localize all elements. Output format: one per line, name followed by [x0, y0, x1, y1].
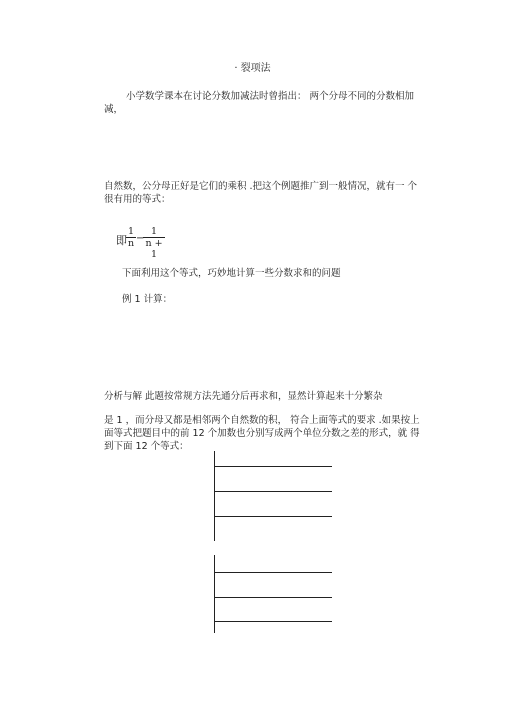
fraction-one-over-n-plus-1: [143, 226, 165, 260]
grid-horizontal-rule: [214, 516, 332, 517]
body-line-2: 面等式把题目中的前 12 个加数也分别写成两个单位分数之差的形式，就 得: [104, 428, 420, 439]
body-line-3: 到下面 12 个等式：: [104, 441, 189, 452]
formula-minus: −: [136, 233, 145, 244]
intro-line-2: 减，: [104, 104, 124, 115]
fraction-denominator: n: [128, 238, 135, 249]
fraction-numerator: 1: [150, 226, 158, 237]
natural-number-line-2: 很有用的等式：: [104, 194, 171, 205]
example-label: 例 1 计算：: [122, 294, 173, 305]
usage-line: 下面利用这个等式，巧妙地计算一些分数求和的问题: [122, 268, 341, 279]
section-title: · 裂项法: [234, 63, 271, 74]
body-line-1: 是 1 ，而分母又都是相邻两个自然数的积， 符合上面等式的要求 .如果按上: [104, 415, 420, 426]
formula-prefix: 即: [116, 234, 127, 247]
intro-line-1: 小学数学课本在讨论分数加减法时曾指出： 两个分母不同的分数相加: [126, 91, 415, 102]
grid-horizontal-rule: [214, 597, 332, 598]
grid-horizontal-rule: [214, 621, 332, 622]
grid-horizontal-rule: [214, 572, 332, 573]
analysis-line: 分析与解 此题按常规方法先通分后再求和，显然计算起来十分繁杂: [104, 391, 383, 402]
fraction-denominator: n + 1: [145, 238, 163, 260]
natural-number-line-1: 自然数，公分母正好是它们的乘积 .把这个例题推广到一般情况，就有一 个: [104, 181, 418, 192]
fraction-numerator: 1: [128, 226, 135, 237]
grid-horizontal-rule: [214, 466, 332, 467]
fraction-one-over-n: [126, 226, 136, 249]
grid-vertical-rule: [214, 451, 215, 541]
grid-horizontal-rule: [214, 491, 332, 492]
